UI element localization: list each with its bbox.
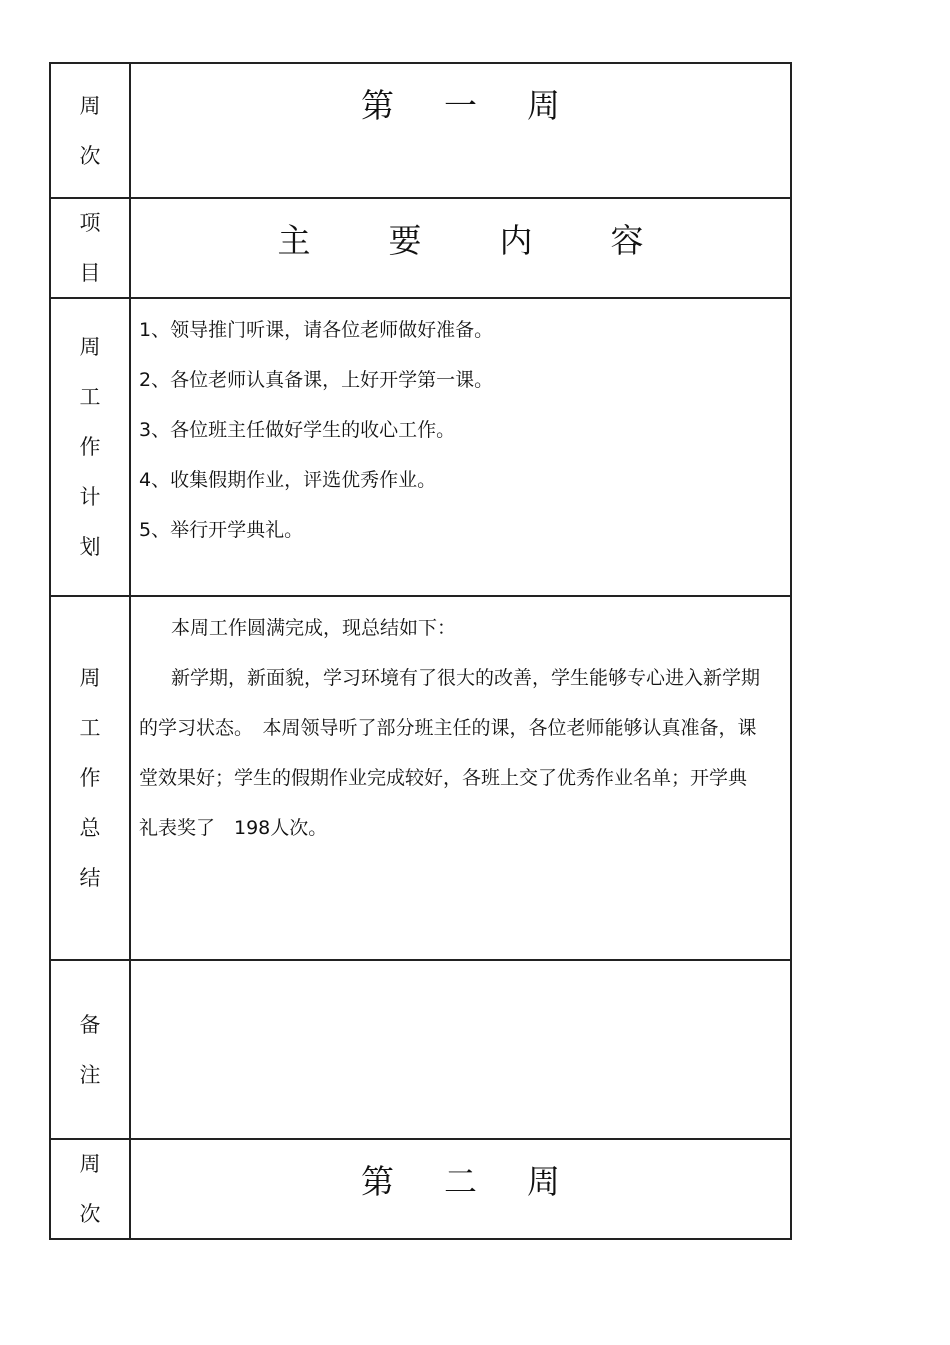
week-title: 第 一 周 — [361, 86, 560, 125]
main-content-header-cell — [130, 198, 791, 298]
plan-item: 3、各位班主任做好学生的收心工作。 — [139, 419, 456, 441]
plan-content-cell — [130, 298, 791, 596]
week-label-cell — [50, 1139, 130, 1239]
week-title: 第 二 周 — [361, 1162, 560, 1201]
week-row — [50, 1139, 791, 1239]
week-row — [50, 63, 791, 198]
summary-text — [131, 597, 790, 853]
notes-row — [50, 960, 791, 1139]
plan-item: 1、领导推门听课，请各位老师做好准备。 — [139, 319, 494, 341]
week-title-cell — [130, 1139, 791, 1239]
summary-label: 周 工 作 总 结 — [79, 666, 101, 890]
plan-item: 2、各位老师认真备课，上好开学第一课。 — [139, 369, 494, 391]
item-label-cell — [50, 198, 130, 298]
summary-label-cell — [50, 596, 130, 960]
weekly-plan-table — [49, 62, 792, 1240]
plan-item: 5、举行开学典礼。 — [139, 519, 304, 541]
main-content-title: 主 要 内 容 — [277, 221, 644, 260]
week-label: 周 次 — [79, 93, 101, 168]
summary-content-cell — [130, 596, 791, 960]
notes-label: 备 注 — [79, 1012, 101, 1087]
summary-row — [50, 596, 791, 960]
plan-label: 周 工 作 计 划 — [79, 335, 101, 559]
plan-item: 4、收集假期作业，评选优秀作业。 — [139, 469, 437, 491]
week-label-cell — [50, 63, 130, 198]
week-title-cell — [130, 63, 791, 198]
weekly-plan-sheet — [49, 62, 792, 1242]
summary-intro: 本周工作圆满完成，现总结如下： — [171, 617, 457, 639]
header-row — [50, 198, 791, 298]
week-label: 周 次 — [79, 1152, 101, 1226]
plan-label-cell — [50, 298, 130, 596]
summary-body: 新学期，新面貌，学习环境有了很大的改善，学生能够专心进入新学期的学习状态。 本周领导听了部分班主任的课，各位老师能够认真准备，课堂效果好；学生的假期作业完成较好，各班上交了优秀作业名单；开学典礼表奖了 198人次。 — [139, 667, 761, 839]
notes-label-cell — [50, 960, 130, 1139]
plan-list — [131, 299, 790, 555]
plan-row — [50, 298, 791, 596]
item-label: 项 目 — [79, 211, 101, 285]
notes-content-cell — [130, 960, 791, 1139]
